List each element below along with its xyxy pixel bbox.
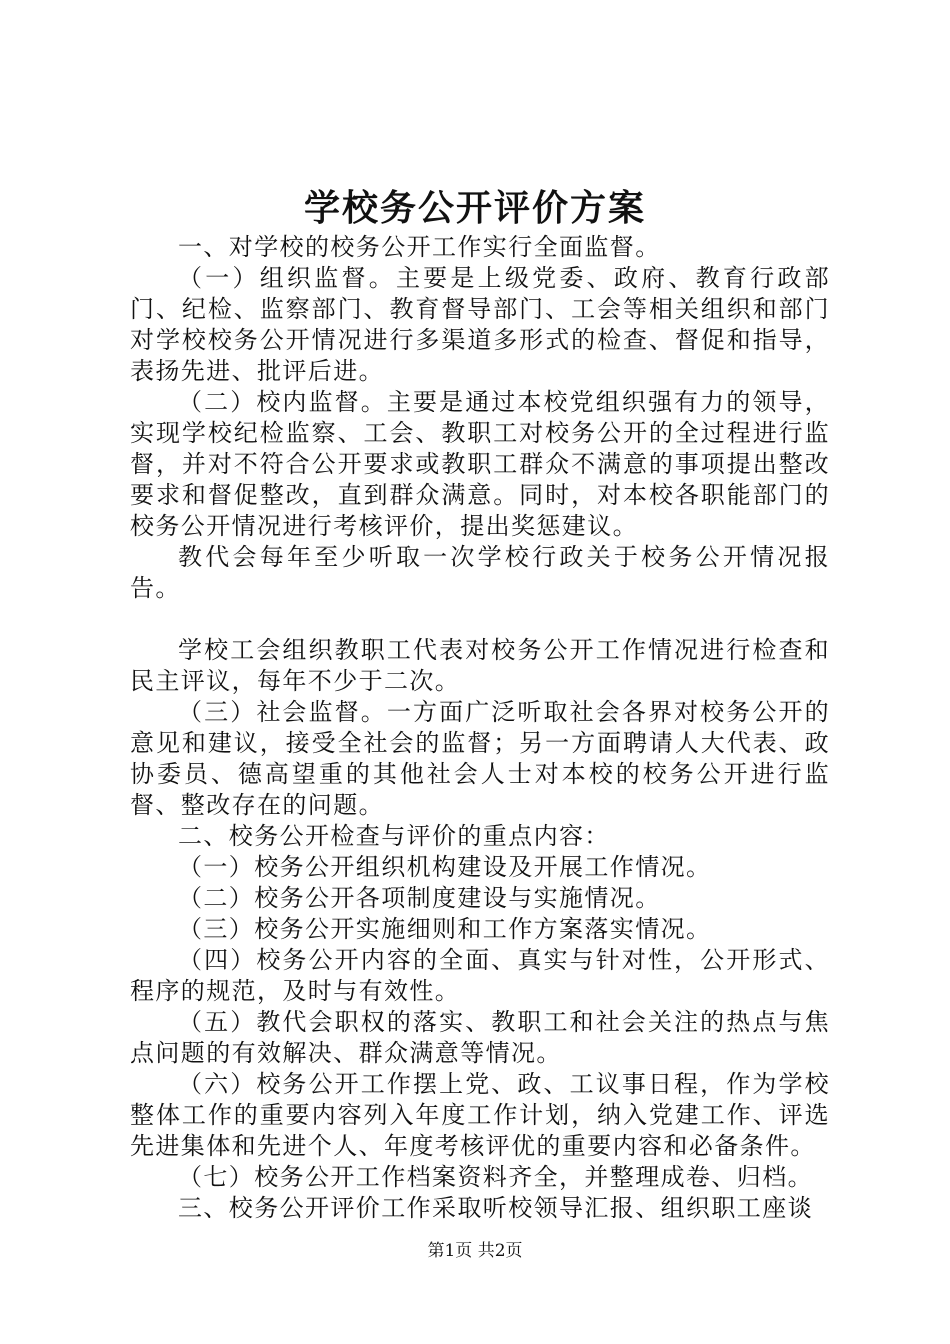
paragraph: （二）校内监督。主要是通过本校党组织强有力的领导，实现学校纪检监察、工会、教职工对校务公开的全过程进行监督，并对不符合公开要求或教职工群众不满意的事项提出整改要求和督促整改，直到群众满意。同时，对本校各职能部门的校务公开情况进行考核评价，提出奖惩建议。 — [130, 388, 830, 540]
paragraph: 学校工会组织教职工代表对校务公开工作情况进行检查和民主评议，每年不少于二次。 — [130, 636, 830, 695]
paragraph: （六）校务公开工作摆上党、政、工议事日程，作为学校整体工作的重要内容列入年度工作计划，纳入党建工作、评选先进集体和先进个人、年度考核评优的重要内容和必备条件。 — [130, 1070, 830, 1160]
paragraph: （四）校务公开内容的全面、真实与针对性，公开形式、程序的规范，及时与有效性。 — [130, 946, 830, 1005]
paragraph: （二）校务公开各项制度建设与实施情况。 — [178, 884, 661, 912]
paragraph: （一）组织监督。主要是上级党委、政府、教育行政部门、纪检、监察部门、教育督导部门、工会等相关组织和部门对学校校务公开情况进行多渠道多形式的检查、督促和指导，表扬先进、批评后进。 — [130, 264, 830, 385]
paragraph: 一、对学校的校务公开工作实行全面监督。 — [178, 233, 661, 261]
paragraph: （一）校务公开组织机构建设及开展工作情况。 — [178, 853, 712, 881]
paragraph: （五）教代会职权的落实、教职工和社会关注的热点与焦点问题的有效解决、群众满意等情况。 — [130, 1008, 830, 1067]
paragraph: （三）校务公开实施细则和工作方案落实情况。 — [178, 915, 712, 943]
paragraph: 二、校务公开检查与评价的重点内容： — [178, 822, 610, 850]
page-number: 第1页 共2页 — [427, 1241, 523, 1261]
paragraph: 教代会每年至少听取一次学校行政关于校务公开情况报告。 — [130, 543, 830, 602]
document-body — [130, 232, 830, 1224]
paragraph: （三）社会监督。一方面广泛听取社会各界对校务公开的意见和建议，接受全社会的监督；另一方面聘请人大代表、政协委员、德高望重的其他社会人士对本校的校务公开进行监督、整改存在的问题。 — [130, 698, 830, 819]
paragraph: 三、校务公开评价工作采取听校领导汇报、组织职工座谈 — [178, 1194, 813, 1222]
document-title: 学校务公开评价方案 — [303, 187, 646, 229]
paragraph: （七）校务公开工作档案资料齐全，并整理成卷、归档。 — [178, 1163, 813, 1191]
